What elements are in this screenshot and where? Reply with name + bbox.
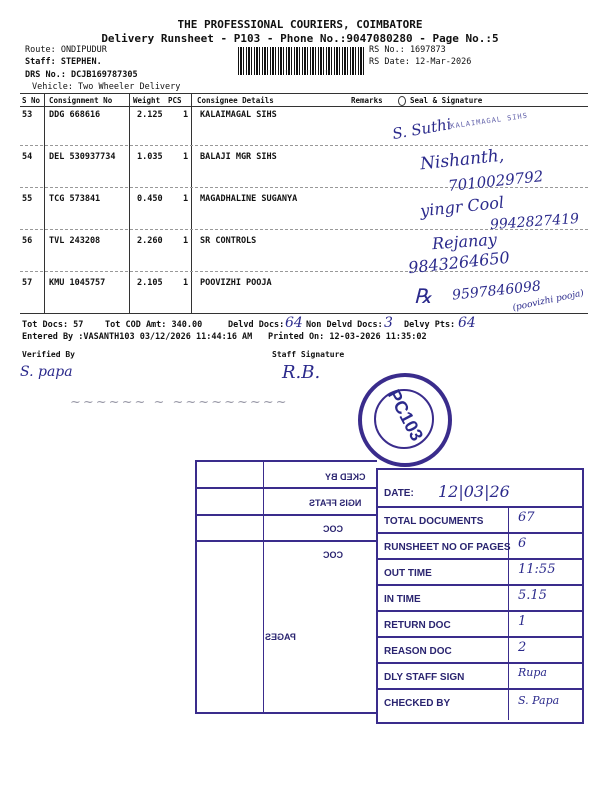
stamp-value: 67	[518, 510, 535, 525]
stamp-date-label: DATE:	[384, 488, 414, 499]
signature: Rejanay	[431, 229, 498, 254]
row-consignee: SR CONTROLS	[200, 236, 257, 246]
seal-stamp-text: KALAIMAGAL SIHS	[449, 111, 529, 131]
row-consignment: TCG 573841	[49, 194, 101, 204]
vehicle-info: Vehicle: Two Wheeler Delivery	[32, 82, 181, 92]
row-sno: 55	[22, 194, 33, 204]
row-consignment: DEL 530937734	[49, 152, 116, 162]
stamp-row-in-time	[378, 584, 582, 605]
route-info: Route: ONDIPUDUR	[25, 45, 107, 55]
stamp-row-dly-staff-sign	[378, 662, 582, 683]
row-pcs: 1	[183, 278, 189, 288]
mirrored-row-line	[197, 514, 377, 516]
row-pcs: 1	[183, 194, 189, 204]
stamp-label: IN TIME	[384, 594, 421, 605]
stamp-label: RETURN DOC	[384, 620, 451, 631]
row-pcs: 1	[183, 152, 189, 162]
col-sep-3	[191, 93, 192, 313]
signature: ℞	[414, 284, 432, 308]
row-divider	[20, 271, 588, 273]
entered-by: Entered By :VASANTH103 03/12/2026 11:44:16 AM	[22, 332, 253, 342]
row-sno: 54	[22, 152, 33, 162]
staff-signature: R.B.	[282, 362, 321, 383]
stamp-label: TOTAL DOCUMENTS	[384, 516, 484, 527]
phone-number: 9597846098	[451, 278, 542, 304]
stamp-value: S. Papa	[518, 694, 560, 707]
table-top-rule	[20, 93, 588, 94]
stamp-value: 1	[518, 614, 527, 629]
col-consignee: Consignee Details	[197, 96, 274, 105]
stamp-row-checked-by	[378, 688, 582, 709]
phone-number: 9843264650	[407, 247, 511, 278]
phone-number: 7010029792	[447, 167, 545, 195]
seal-header-mark	[398, 96, 406, 106]
delvy-pts-label: Delvy Pts:	[404, 320, 456, 330]
mirrored-label: PAGES	[265, 632, 296, 642]
staff-signature-label: Staff Signature	[272, 350, 345, 359]
table-bottom-rule	[20, 313, 588, 314]
mirrored-stamp-divider	[263, 462, 264, 712]
row-weight: 0.450	[137, 194, 163, 204]
mirrored-label: CKED BY	[325, 472, 366, 482]
col-sep-1	[44, 93, 45, 313]
row-consignee: BALAJI MGR SIHS	[200, 152, 277, 162]
row-consignment: DDG 668616	[49, 110, 101, 120]
row-consignee: KALAIMAGAL SIHS	[200, 110, 277, 120]
stamp-row-runsheet-pages	[378, 532, 582, 553]
stamp-row-return-doc	[378, 610, 582, 631]
stamp-label: CHECKED BY	[384, 698, 451, 709]
verified-by-label: Verified By	[22, 350, 75, 359]
row-weight: 1.035	[137, 152, 163, 162]
stamp-value: 2	[518, 640, 527, 655]
stamp-row-reason-doc	[378, 636, 582, 657]
phone-number: 9942827419	[489, 210, 580, 234]
non-delvd-docs-value: 3	[384, 315, 393, 331]
stamp-date-value: 12|03|26	[438, 482, 510, 501]
staff-info: Staff: STEPHEN.	[25, 57, 102, 67]
non-delvd-docs-label: Non Delvd Docs:	[306, 320, 383, 330]
mirrored-label: NGIS FFATS	[309, 498, 362, 508]
delvy-pts-value: 64	[458, 315, 476, 331]
total-cod: Tot COD Amt: 340.00	[105, 320, 203, 330]
barcode	[238, 47, 366, 75]
delivery-summary-stamp	[376, 468, 584, 724]
drs-info: DRS No.: DCJB169787305	[25, 70, 138, 80]
stamp-row-out-time	[378, 558, 582, 579]
mirrored-row-line	[197, 540, 377, 542]
row-consignment: TVL 243208	[49, 236, 101, 246]
pc-circular-stamp	[358, 373, 452, 467]
delvd-docs-label: Delvd Docs:	[228, 320, 285, 330]
stamp-value: 6	[518, 536, 527, 551]
mirrored-label: COC	[323, 550, 343, 560]
row-sno: 57	[22, 278, 33, 288]
printed-on: Printed On: 12-03-2026 11:35:02	[268, 332, 427, 342]
signature: S. Suthi	[390, 114, 453, 144]
col-pcs: PCS	[168, 96, 182, 105]
row-weight: 2.260	[137, 236, 163, 246]
row-consignee: POOVIZHI POOJA	[200, 278, 272, 288]
runsheet-subtitle: Delivery Runsheet - P103 - Phone No.:9047080280 - Page No.:5	[101, 32, 499, 45]
rs-date: RS Date: 12-Mar-2026	[369, 57, 472, 67]
col-sep-2	[129, 93, 130, 313]
verified-signature: S. papa	[20, 364, 73, 380]
delvd-docs-value: 64	[285, 315, 303, 331]
stamp-code: PC103	[383, 386, 428, 445]
row-sno: 56	[22, 236, 33, 246]
row-pcs: 1	[183, 236, 189, 246]
stamp-row-total-documents	[378, 506, 582, 527]
stamp-value: Rupa	[518, 666, 547, 679]
rs-number: RS No.: 1697873	[369, 45, 446, 55]
signature: Nishanth,	[419, 145, 506, 175]
stamp-value: 11:55	[518, 562, 556, 577]
row-weight: 2.125	[137, 110, 163, 120]
row-consignment: KMU 1045757	[49, 278, 106, 288]
table-header-rule	[20, 106, 588, 107]
stamp-label: OUT TIME	[384, 568, 432, 579]
stamp-label: DLY STAFF SIGN	[384, 672, 465, 683]
total-docs: Tot Docs: 57	[22, 320, 84, 330]
col-sno: S No	[22, 96, 41, 105]
mirrored-label: COC	[323, 524, 343, 534]
stamp-value: 5.15	[518, 588, 547, 603]
col-remarks: Remarks	[351, 96, 383, 105]
row-weight: 2.105	[137, 278, 163, 288]
mirrored-stamp	[195, 460, 377, 714]
row-pcs: 1	[183, 110, 189, 120]
faded-scribble: ~~~~~~ ~ ~~~~~~~~~	[70, 395, 289, 410]
col-weight: Weight	[133, 96, 161, 105]
signature: yingr Cool	[419, 192, 505, 221]
stamp-label: REASON DOC	[384, 646, 452, 657]
row-sno: 53	[22, 110, 33, 120]
col-seal: Seal & Signature	[410, 96, 483, 105]
row-consignee: MAGADHALINE SUGANYA	[200, 194, 298, 204]
document-title: THE PROFESSIONAL COURIERS, COIMBATORE	[177, 18, 423, 31]
mirrored-row-line	[197, 487, 377, 489]
col-consignment: Consignment No	[49, 96, 113, 105]
handwritten-note: (poovizhi pooja)	[511, 288, 585, 314]
stamp-label: RUNSHEET NO OF PAGES	[384, 542, 511, 553]
